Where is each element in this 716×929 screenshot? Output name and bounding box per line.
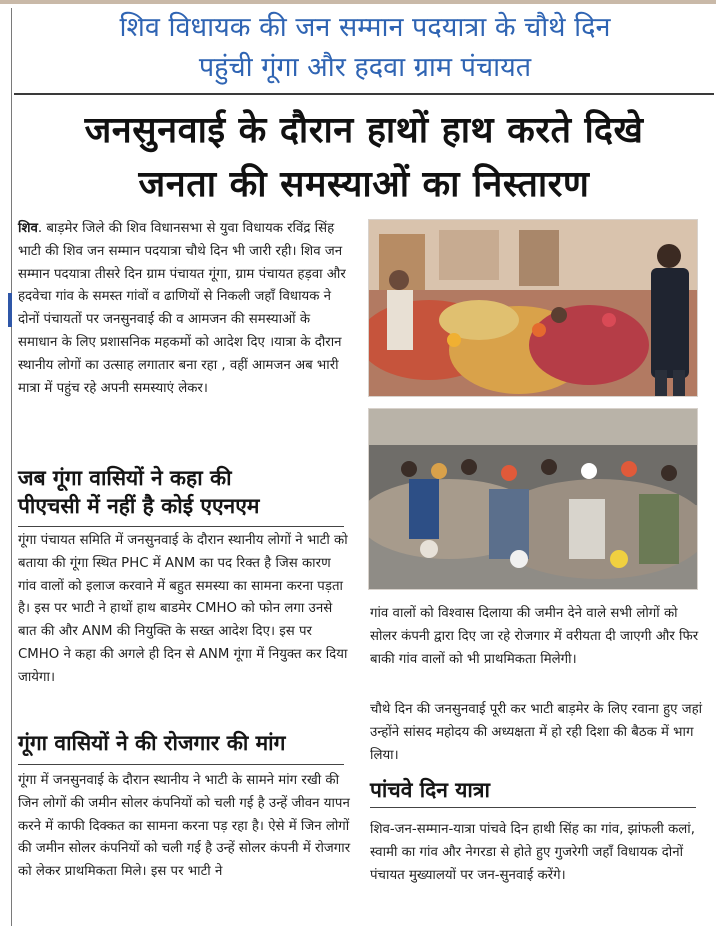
subhead-phc-rule (18, 526, 344, 527)
kicker-line-2: पहुंची गूंगा और हदवा ग्राम पंचायत (198, 52, 532, 83)
phc-text: गूंगा पंचायत समिति में जनसुनवाई के दौरान स्थानीय लोगों ने भाटी को बताया की गूंगा स्थित PHC में ANM का पद रिक्त है जिस कारण गांव वालों को इलाज करवाने में बहुत समस्या का सामना करना पड़ता है। इस पर भाटी ने हाथों हाथ बाडमेर CMHO को फोन लगा उनसे बात की और ANM की नियुक्ति के सख्त आदेश दिए। इस पर CMHO ने कहा की अगले ही दिन से ANM गूंगा में नियुक्त कर दिया जायेगा। (18, 533, 348, 685)
subhead-fifth-day-rule (370, 807, 696, 808)
fifth-day-text: शिव-जन-सम्मान-यात्रा पांचवे दिन हाथी सिंह का गांव, झांफली कलां, स्वामी का गांव और नेगरडा से होते हुए गुजरेगी जहाँ विधायक दोनों पंचायत मुख्यालयों पर जन-सुनवाई करेंगे। (370, 822, 695, 883)
phc-paragraph (18, 530, 352, 690)
headline-line-1: जनसुनवाई के दौरान हाथों हाथ करते दिखे (84, 110, 644, 151)
kicker-heading (20, 8, 710, 88)
subhead-employment-rule (18, 764, 344, 765)
kicker-divider (14, 93, 714, 95)
top-decorative-strip (0, 0, 716, 4)
employment-text: गूंगा में जनसुनवाई के दौरान स्थानीय ने भाटी के सामने मांग रखी की जिन लोगों की जमीन सोलर कंपनियों को चली गई है उन्हें जीवन यापन करने में काफी दिक्कत का सामना करना पड़ रहा है। ऐसे में जिन लोगों की जमीन सोलर कंपनियों को चली गई है उन्हें सोलर कंपनी में रोजगार को लेकर प्राथमिकता मिले। इस पर भाटी ने (18, 773, 351, 880)
subhead-employment: गूंगा वासियों ने की रोजगार की मांग (18, 731, 286, 755)
left-column-rule (11, 8, 12, 926)
fifth-day-paragraph (370, 819, 704, 887)
assurance-paragraph (370, 603, 704, 671)
photo-crowd-gathering (368, 408, 698, 590)
left-edge-marker (8, 293, 12, 327)
fourth-day-paragraph (370, 699, 704, 767)
main-headline (14, 104, 714, 212)
intro-text: . बाड़मेर जिले की शिव विधानसभा से युवा विधायक रविंद्र सिंह भाटी की शिव जन सम्मान पदयात्रा चौथे दिन भी जारी रही। शिव जन सम्मान पदयात्रा तीसरे दिन ग्राम पंचायत गूंगा, ग्राम पंचायत हड़वा और हदवेचा गांव के समस्त गांवों व ढाणियों से निकली जहाँ विधायक ने दोनों पंचायतों पर जनसुनवाई की व आमजन की समस्याओं के समाधान के लिए प्रशासनिक महकमों को आदेश दिए ।यात्रा के दौरान स्थानीय लोगों का उत्साह लगातार बना रहा , वहीं आमजन अब भारी मात्रा में पहुंच रहे अपनी समस्याएं लेकर। (18, 221, 346, 396)
subhead-phc-line-2: पीएचसी में नहीं है कोई एएनएम (18, 494, 260, 518)
fourth-day-text: चौथे दिन की जनसुनवाई पूरी कर भाटी बाड़मेर के लिए रवाना हुए जहां उन्होंने सांसद महोदय की अध्यक्षता में हो रही दिशा की बैठक में भाग लिया। (370, 702, 703, 763)
photo-jansunvai-meeting-image (369, 220, 697, 396)
employment-paragraph (18, 770, 352, 884)
subhead-fifth-day: पांचवे दिन यात्रा (370, 778, 490, 802)
intro-paragraph (18, 218, 352, 400)
assurance-text: गांव वालों को विश्वास दिलाया की जमीन देने वाले सभी लोगों को सोलर कंपनी द्वारा दिए जा रहे रोजगार में वरीयता दी जाएगी और फिर बाकी गांव वालों को भी प्राथमिकता मिलेगी। (370, 606, 699, 667)
subhead-phc-line-1: जब गूंगा वासियों ने कहा की (18, 466, 232, 490)
kicker-line-1: शिव विधायक की जन सम्मान पदयात्रा के चौथे दिन (119, 12, 611, 43)
dateline: शिव (18, 221, 38, 236)
photo-crowd-gathering-image (369, 409, 697, 589)
photo-jansunvai-meeting (368, 219, 698, 397)
subhead-phc (18, 464, 352, 520)
headline-line-2: जनता की समस्याओं का निस्तारण (138, 164, 590, 205)
